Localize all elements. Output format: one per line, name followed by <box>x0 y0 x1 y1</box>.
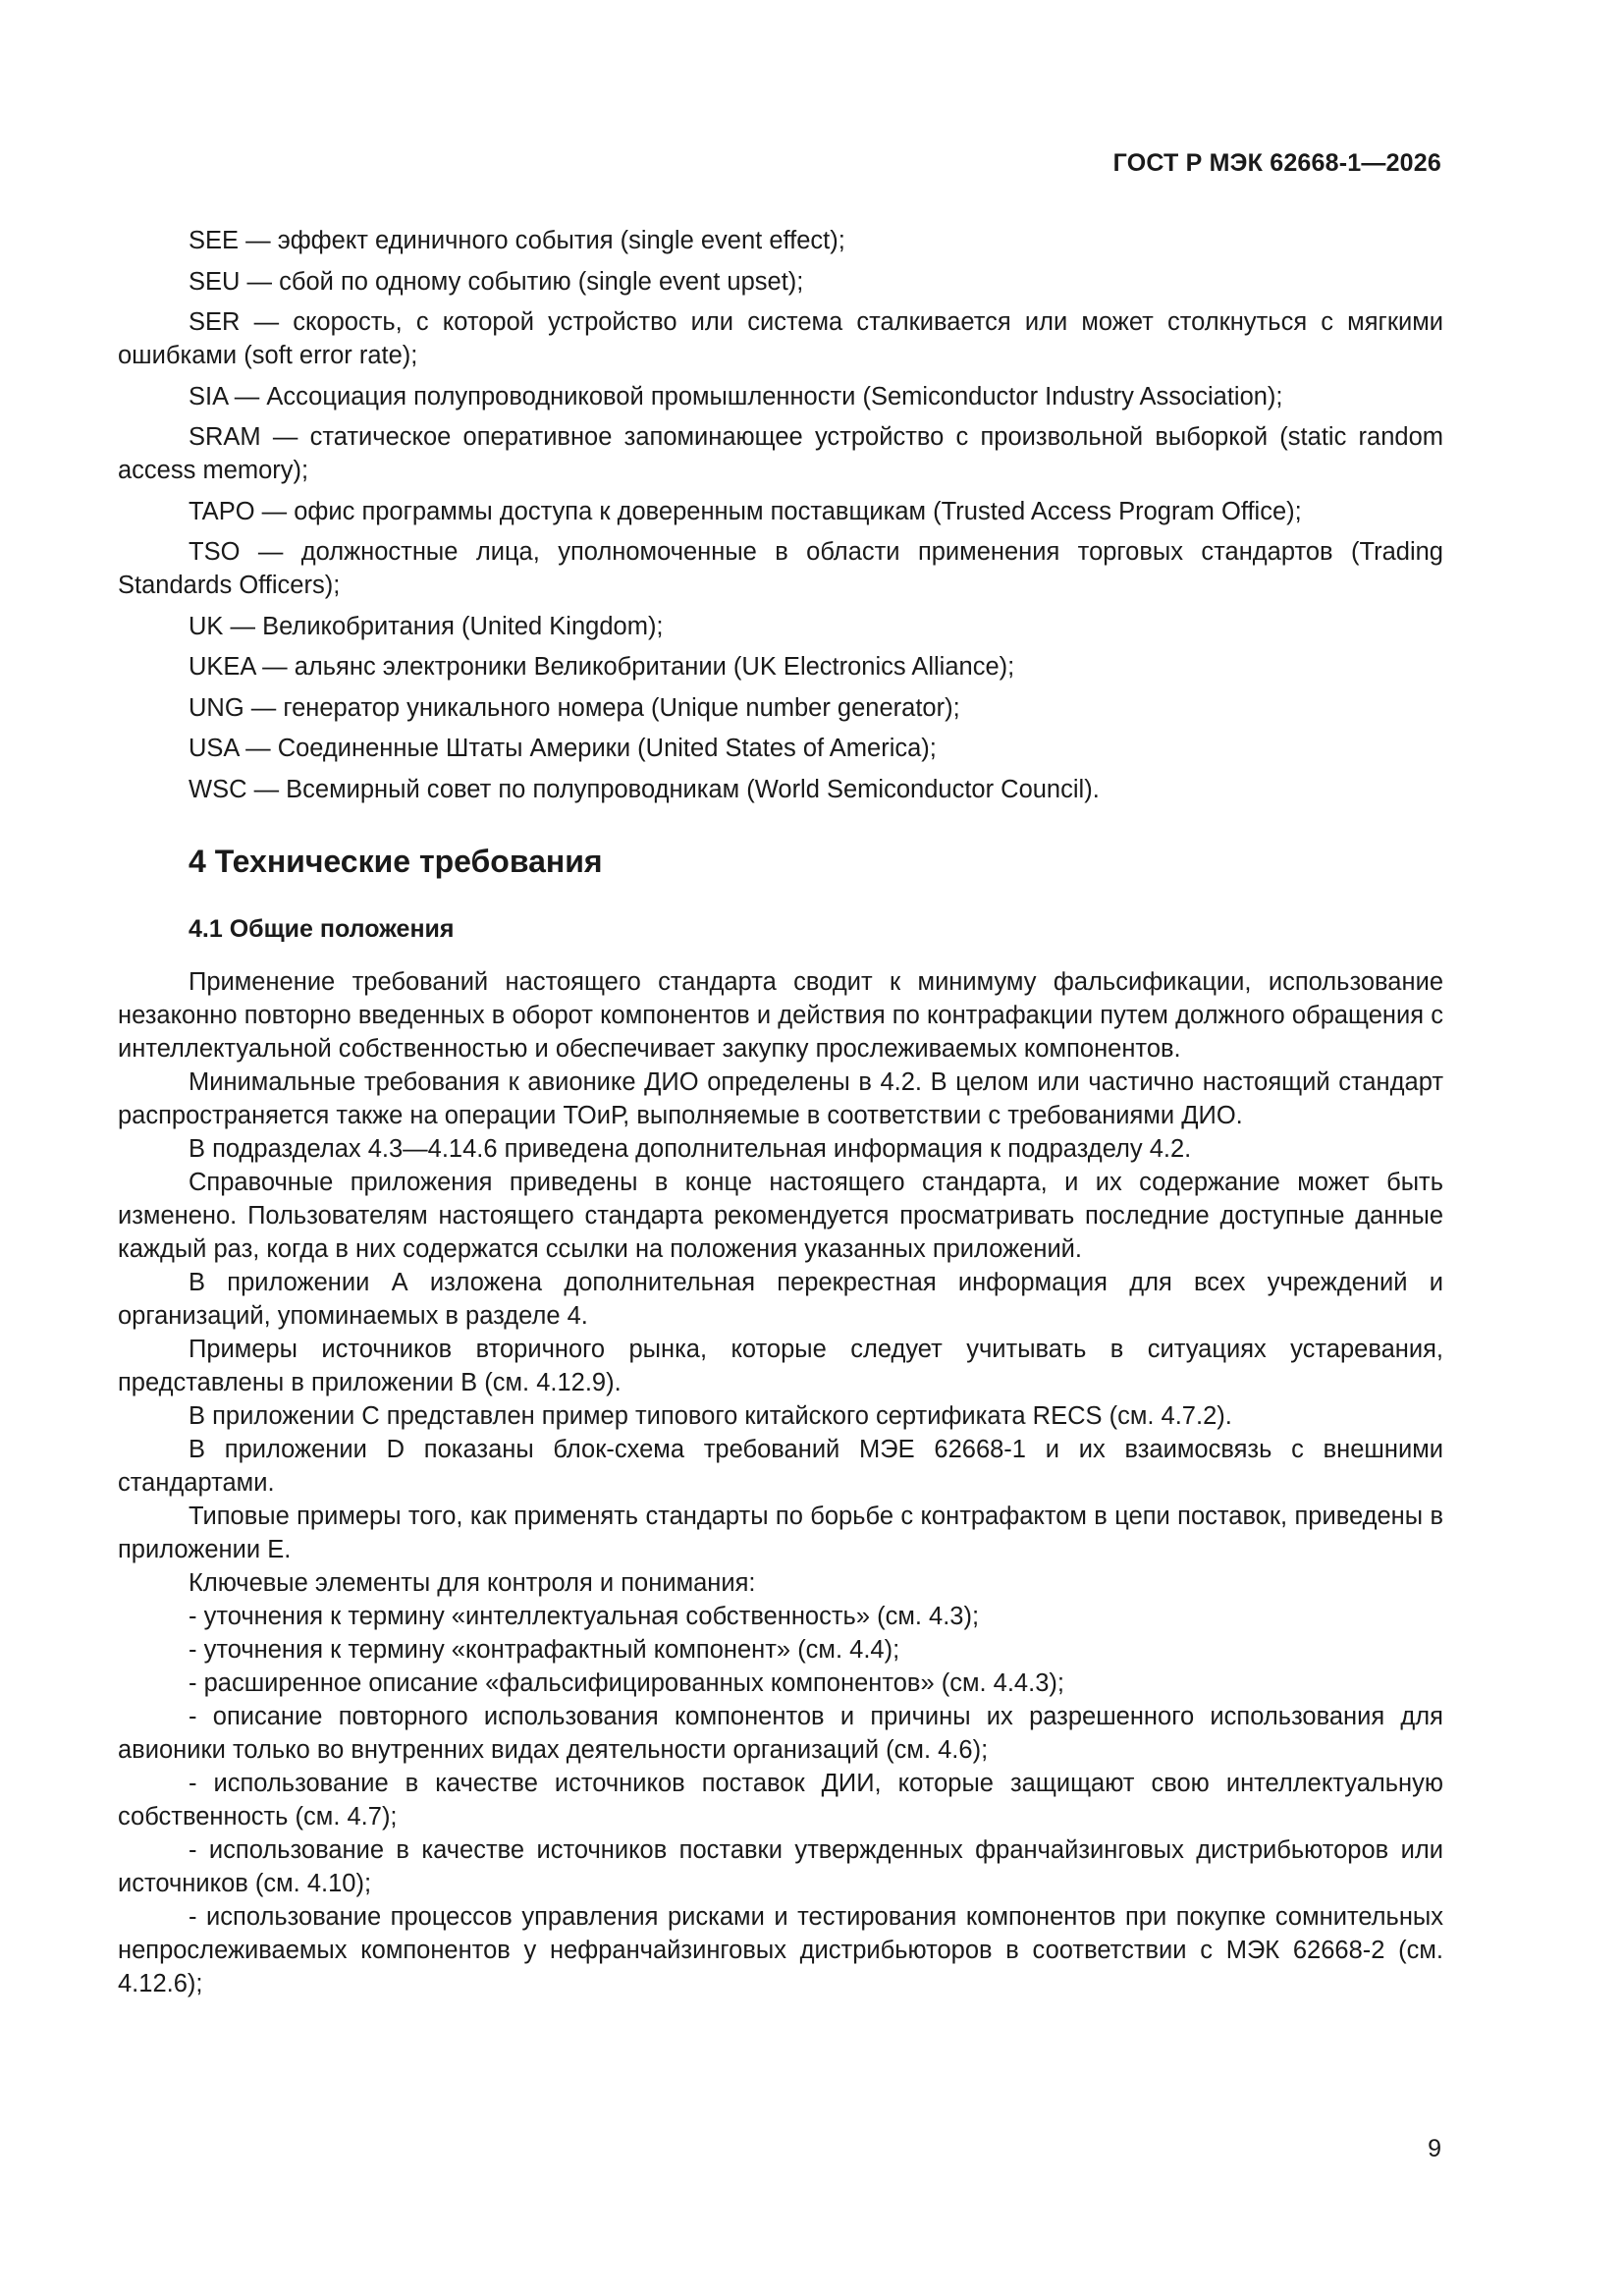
paragraph: В подразделах 4.3—4.14.6 приведена дополнительная информация к подразделу 4.2. <box>189 1134 1192 1163</box>
list-item: - уточнения к термину «контрафактный компонент» (см. 4.4); <box>189 1635 900 1664</box>
subsection-title: 4.1 Общие положения <box>189 914 455 943</box>
abbreviations-list <box>118 224 1443 806</box>
paragraph: Примеры источников вторичного рынка, которые следует учитывать в ситуациях устаревания, представлены в приложении В (см. 4.12.9). <box>118 1335 1443 1396</box>
paragraph: Минимальные требования к авионике ДИО определены в 4.2. В целом или частично настоящий стандарт распространяется также на операции ТОиР, выполняемые в соответствии с требованиями ДИО. <box>118 1067 1443 1129</box>
abbreviation-item: WSC — Всемирный совет по полупроводникам (World Semiconductor Council). <box>189 775 1100 803</box>
abbreviation-item: SEU — сбой по одному событию (single event upset); <box>189 267 804 296</box>
document-code-header: ГОСТ Р МЭК 62668-1—2026 <box>1112 149 1441 177</box>
paragraph: Применение требований настоящего стандарта сводит к минимуму фальсификации, использование незаконно повторно введенных в оборот компонентов и действия по контрафакции путем должного обращения с интеллектуальной собственностью и обеспечивает закупку прослеживаемых компонентов. <box>118 967 1443 1063</box>
abbreviation-item: SIA — Ассоциация полупроводниковой промышленности (Semiconductor Industry Association); <box>189 382 1283 410</box>
paragraph: Справочные приложения приведены в конце настоящего стандарта, и их содержание может быть изменено. Пользователям настоящего стандарта рекомендуется просматривать последние доступные данные каждый раз, когда в них содержатся ссылки на положения указанных приложений. <box>118 1168 1443 1263</box>
abbreviation-item: SRAM — статическое оперативное запоминающее устройство с произвольной выборкой (static random access memory); <box>118 423 1443 484</box>
paragraph: Ключевые элементы для контроля и понимания: <box>189 1568 756 1597</box>
paragraph: В приложении А изложена дополнительная перекрестная информация для всех учреждений и организаций, упоминаемых в разделе 4. <box>118 1268 1443 1330</box>
abbreviation-item: USA — Соединенные Штаты Америки (United States of America); <box>189 735 937 762</box>
list-item: - использование процессов управления рисками и тестирования компонентов при покупке сомнительных непрослеживаемых компонентов у нефранчайзинговых дистрибьюторов в соответствии с МЭК 62668-2 (см. 4.12.6); <box>118 1902 1443 1997</box>
section-body <box>118 965 1443 2000</box>
abbreviation-item: UK — Великобритания (United Kingdom); <box>189 612 664 640</box>
paragraph: В приложении D показаны блок-схема требований МЭЕ 62668-1 и их взаимосвязь с внешними стандартами. <box>118 1435 1443 1497</box>
abbreviation-item: UKEA — альянс электроники Великобритании (UK Electronics Alliance); <box>189 653 1015 681</box>
list-item: - использование в качестве источников поставок ДИИ, которые защищают свою интеллектуальную собственность (см. 4.7); <box>118 1769 1443 1831</box>
section-title: 4 Технические требования <box>189 843 603 879</box>
abbreviation-item: SER — скорость, с которой устройство или система сталкивается или может столкнуться с мягкими ошибками (soft error rate); <box>118 308 1443 369</box>
list-item: - расширенное описание «фальсифицированных компонентов» (см. 4.4.3); <box>189 1668 1064 1697</box>
list-item: - уточнения к термину «интеллектуальная собственность» (см. 4.3); <box>189 1602 980 1630</box>
list-item: - использование в качестве источников поставки утвержденных франчайзинговых дистрибьюторов или источников (см. 4.10); <box>118 1835 1443 1897</box>
page-content <box>118 224 1443 2000</box>
paragraph: В приложении С представлен пример типового китайского сертификата RECS (см. 4.7.2). <box>189 1401 1232 1430</box>
abbreviation-item: TSO — должностные лица, уполномоченные в области применения торговых стандартов (Trading Standards Officers); <box>118 538 1443 599</box>
abbreviation-item: TAPO — офис программы доступа к доверенным поставщикам (Trusted Access Program Office); <box>189 497 1302 525</box>
list-item: - описание повторного использования компонентов и причины их разрешенного использования для авионики только во внутренних видах деятельности организаций (см. 4.6); <box>118 1702 1443 1764</box>
abbreviation-item: SEE — эффект единичного события (single event effect); <box>189 227 845 254</box>
abbreviation-item: UNG — генератор уникального номера (Unique number generator); <box>189 693 960 722</box>
paragraph: Типовые примеры того, как применять стандарты по борьбе с контрафактом в цепи поставок, приведены в приложении Е. <box>118 1502 1443 1563</box>
page-number: 9 <box>1428 2135 1441 2162</box>
